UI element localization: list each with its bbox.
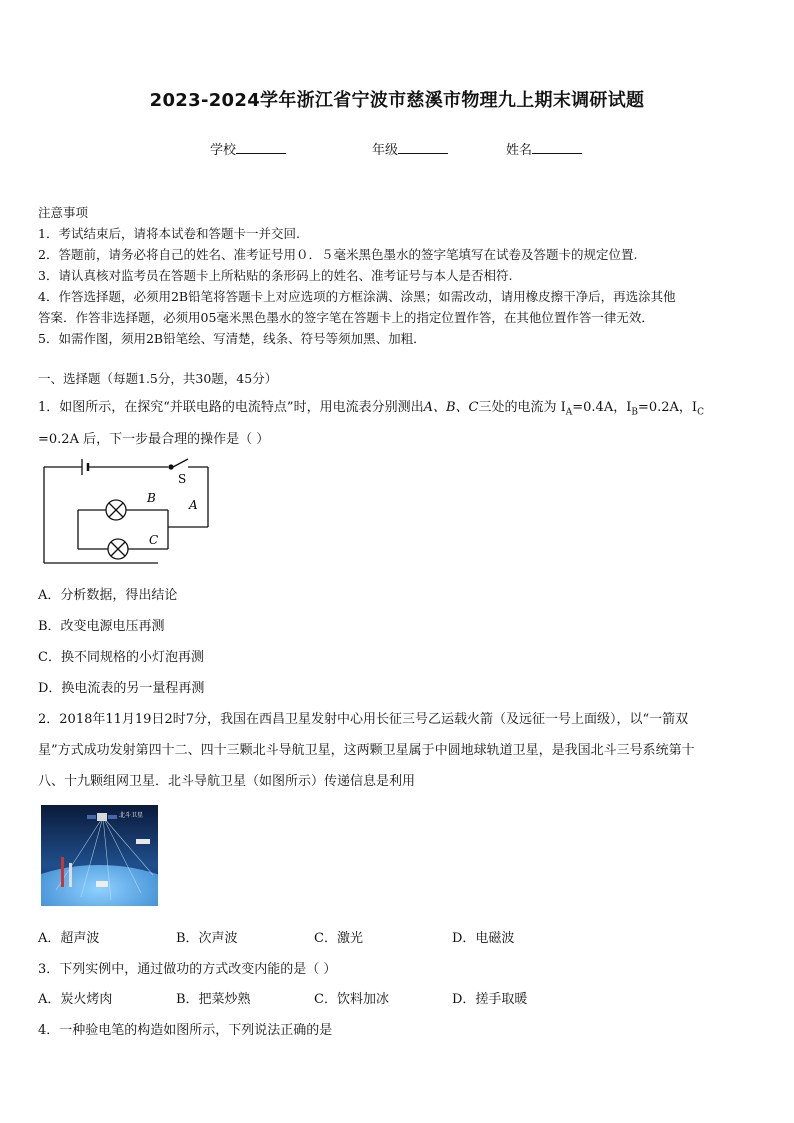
q3-option-b: B．把菜炒熟 [176, 992, 251, 1007]
q3-options [38, 988, 590, 1007]
satellite-image [41, 805, 158, 906]
q1-option-b: B．改变电源电压再测 [38, 619, 165, 634]
name-label: 姓名 [506, 143, 533, 158]
q1-ia: =0.4A，I [572, 400, 632, 415]
q1-text: 三处的电流为 I [478, 400, 566, 415]
q3-line: 3．下列实例中，通过做功的方式改变内能的是（ ） [38, 962, 337, 977]
q1-points: A、B、C [423, 400, 479, 415]
q3-option-a: A．炭火烤肉 [38, 992, 113, 1007]
q2-line2: 星”方式成功发射第四十二、四十三颗北斗导航卫星，这两颗卫星属于中圆地球轨道卫星，是我国北斗三号系统第十 [38, 743, 695, 758]
q1-option-a: A．分析数据，得出结论 [38, 588, 178, 603]
q1-line1 [38, 396, 704, 418]
school-label: 学校 [210, 143, 237, 158]
note-item: 答案．作答非选择题，必须用05毫米黑色墨水的签字笔在答题卡上的指定位置作答，在其他位置作答一律无效． [38, 310, 654, 325]
note-item: 2．答题前，请务必将自己的姓名、准考证号用０．５毫米黑色墨水的签字笔填写在试卷及答题卡的规定位置. [38, 247, 638, 262]
q2-line3: 八、十九颗组网卫星．北斗导航卫星（如图所示）传递信息是利用 [38, 774, 416, 789]
q4-line: 4．一种验电笔的构造如图所示，下列说法正确的是 [38, 1023, 333, 1038]
name-blank [532, 141, 582, 154]
school-blank [236, 141, 286, 154]
sub-c: C [697, 407, 704, 418]
sub-b: B [631, 407, 638, 418]
q3-option-c: C．饮料加冰 [314, 992, 389, 1007]
q2-option-c: C．激光 [314, 931, 363, 946]
q1-option-c: C．换不同规格的小灯泡再测 [38, 650, 204, 665]
q2-option-a: A．超声波 [38, 931, 100, 946]
circuit-diagram [38, 455, 218, 567]
q1-ib: =0.2A，I [637, 400, 698, 415]
q1-option-d: D．换电流表的另一量程再测 [38, 681, 205, 696]
q1-text: 1．如图所示，在探究“并联电路的电流特点”时，用电流表分别测出 [38, 400, 424, 415]
q2-line1: 2．2018年11月19日2时7分，我国在西昌卫星发射中心用长征三号乙运载火箭（及远征一号上面级），以“一箭双 [38, 712, 689, 727]
q2-options [38, 927, 590, 946]
note-item: 3．请认真核对监考员在答题卡上所粘贴的条形码上的姓名、准考证号与本人是否相符. [38, 268, 513, 283]
sub-a: A [565, 407, 573, 418]
q2-option-b: B．次声波 [176, 931, 238, 946]
note-item: 1．考试结束后，请将本试卷和答题卡一并交回. [38, 226, 300, 241]
label-s: S [178, 472, 187, 486]
satellite-label: 北斗卫星 [119, 812, 144, 819]
page-title: 2023-2024学年浙江省宁波市慈溪市物理九上期末调研试题 [149, 90, 645, 111]
q3-option-d: D．搓手取暖 [452, 992, 528, 1007]
section-heading: 一、选择题（每题1.5分，共30题，45分） [38, 371, 278, 386]
q2-option-d: D．电磁波 [452, 931, 515, 946]
name-field [506, 139, 582, 158]
school-field [210, 139, 286, 158]
grade-blank [398, 141, 448, 154]
notes-heading: 注意事项 [38, 205, 89, 220]
label-a: A [189, 498, 198, 512]
grade-label: 年级 [372, 143, 399, 158]
note-item: 4．作答选择题，必须用2B铅笔将答题卡上对应选项的方框涂满、涂黑；如需改动，请用橡皮擦干净后，再选涂其他 [38, 289, 676, 304]
label-c: C [149, 533, 159, 547]
grade-field [372, 139, 448, 158]
q1-line2: =0.2A 后，下一步最合理的操作是（ ） [38, 432, 270, 447]
label-b: B [147, 491, 156, 505]
note-item: 5．如需作图，须用2B铅笔绘、写清楚，线条、符号等须加黑、加粗． [38, 331, 426, 346]
